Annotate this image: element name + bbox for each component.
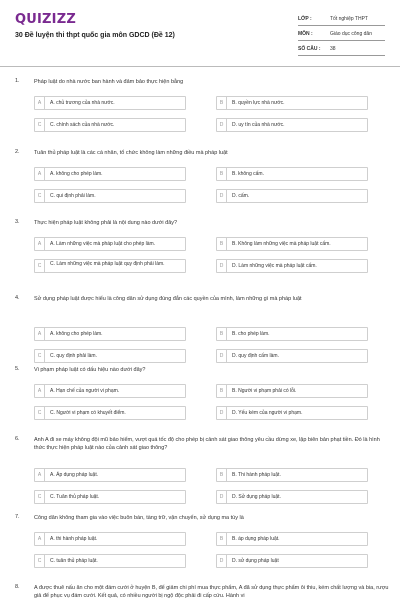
answer-option-a[interactable] xyxy=(34,96,186,110)
answer-option-b[interactable] xyxy=(216,532,368,546)
option-text: C. quy định phải làm. xyxy=(50,353,97,359)
answer-option-c[interactable] xyxy=(34,554,186,568)
option-letter: C xyxy=(35,407,45,420)
answer-option-a[interactable] xyxy=(34,468,186,482)
answer-option-d[interactable] xyxy=(216,490,368,504)
answer-option-c[interactable] xyxy=(34,118,186,132)
answer-option-b[interactable] xyxy=(216,167,368,181)
question-number: 6. xyxy=(15,436,20,442)
option-text: B. không cấm. xyxy=(232,171,264,177)
option-letter: C xyxy=(35,491,45,504)
option-letter: B xyxy=(217,97,227,110)
option-text: B. cho phép làm. xyxy=(232,331,270,337)
quizizz-logo: QUIZIZZ xyxy=(15,12,76,27)
question-text: Tuân thủ pháp luật là các cá nhân, tổ chức không làm những điều mà pháp luật xyxy=(34,150,228,156)
answer-option-a[interactable] xyxy=(34,167,186,181)
info-divider xyxy=(298,40,385,41)
answer-option-d[interactable] xyxy=(216,118,368,132)
option-text: B. quyền lực nhà nước. xyxy=(232,100,285,106)
question-text: Vi phạm pháp luật có dấu hiệu nào dưới đây? xyxy=(34,367,146,373)
answer-option-c[interactable] xyxy=(34,189,186,203)
question-number: 7. xyxy=(15,514,20,520)
class-value: Tốt nghiệp THPT xyxy=(330,16,368,22)
subject-label: MÔN : xyxy=(298,31,313,37)
option-letter: D xyxy=(217,119,227,132)
option-letter: D xyxy=(217,260,227,273)
option-letter: A xyxy=(35,469,45,482)
option-text: C. Người vi phạm có khuyết điểm. xyxy=(50,410,126,416)
option-letter: D xyxy=(217,350,227,363)
answer-option-d[interactable] xyxy=(216,259,368,273)
answer-option-c[interactable] xyxy=(34,490,186,504)
answer-option-b[interactable] xyxy=(216,384,368,398)
header-divider xyxy=(0,66,400,67)
option-letter: D xyxy=(217,407,227,420)
option-letter: C xyxy=(35,190,45,203)
option-text: C. chính sách của nhà nước. xyxy=(50,122,115,128)
option-text: C. Tuân thủ pháp luật. xyxy=(50,494,100,500)
question-number: 3. xyxy=(15,219,20,225)
worksheet-title: 30 Đề luyện thi thpt quốc gia môn GDCD (Đề 12) xyxy=(15,32,175,39)
option-text: A. Hạn chế của người vi phạm. xyxy=(50,388,120,394)
question-text: Công dân không tham gia vào việc buôn bán, tàng trữ, vận chuyển, sử dụng ma túy là xyxy=(34,515,244,521)
option-text: C. Làm những việc mà pháp luật quy định phải làm. xyxy=(50,261,165,267)
option-text: A. thi hành pháp luật. xyxy=(50,536,98,542)
option-text: B. áp dụng pháp luật. xyxy=(232,536,280,542)
question-number: 4. xyxy=(15,295,20,301)
question-text: Sử dụng pháp luật được hiểu là công dân sử dụng đúng đắn các quyền của mình, làm những gì mà pháp luật xyxy=(34,296,302,302)
option-text: D. quy định cấm làm. xyxy=(232,353,279,359)
question-count-value: 38 xyxy=(330,46,336,52)
option-text: D. cấm. xyxy=(232,193,250,199)
option-letter: A xyxy=(35,385,45,398)
answer-option-b[interactable] xyxy=(216,468,368,482)
question-number: 8. xyxy=(15,584,20,590)
option-letter: B xyxy=(217,168,227,181)
answer-option-c[interactable] xyxy=(34,259,186,273)
option-text: C. tuân thủ pháp luật. xyxy=(50,558,98,564)
class-label: LỚP : xyxy=(298,16,312,22)
option-letter: B xyxy=(217,385,227,398)
option-letter: C xyxy=(35,119,45,132)
option-letter: A xyxy=(35,328,45,341)
answer-option-a[interactable] xyxy=(34,384,186,398)
option-letter: C xyxy=(35,350,45,363)
option-letter: D xyxy=(217,555,227,568)
answer-option-c[interactable] xyxy=(34,406,186,420)
option-text: A. chủ trương của nhà nước. xyxy=(50,100,115,106)
option-letter: D xyxy=(217,491,227,504)
option-text: A. không cho phép làm. xyxy=(50,171,103,177)
option-letter: B xyxy=(217,238,227,251)
answer-option-b[interactable] xyxy=(216,96,368,110)
option-text: D. sử dụng pháp luật xyxy=(232,558,279,564)
answer-option-c[interactable] xyxy=(34,349,186,363)
option-letter: A xyxy=(35,533,45,546)
question-count-label: SỐ CÂU : xyxy=(298,46,321,52)
question-text: Pháp luật do nhà nước ban hành và đảm bảo thực hiện bằng xyxy=(34,79,184,85)
question-text: A được thuê nấu ăn cho một đám cưới ở huyện B, để giảm chi phí mua thực phẩm, A đã sử dụng thực phẩm ôi thiu, kém chất lượng và bia, rượu giả để phục vụ đám cưới. Kết quả, có nhiều người bị ngộ độc phải đi cấp cứu. Hành vi xyxy=(34,585,389,599)
subject-value: Giáo dục công dân xyxy=(330,31,372,37)
question-text: Thực hiện pháp luật không phải là nội dung nào dưới đây? xyxy=(34,220,178,226)
info-divider xyxy=(298,55,385,56)
option-letter: A xyxy=(35,97,45,110)
answer-option-d[interactable] xyxy=(216,406,368,420)
info-divider xyxy=(298,25,385,26)
option-letter: D xyxy=(217,190,227,203)
answer-option-d[interactable] xyxy=(216,349,368,363)
answer-option-a[interactable] xyxy=(34,532,186,546)
worksheet-header xyxy=(0,0,400,66)
option-letter: A xyxy=(35,238,45,251)
option-text: A. Làm những việc mà pháp luật cho phép làm. xyxy=(50,241,156,247)
answer-option-a[interactable] xyxy=(34,327,186,341)
option-letter: B xyxy=(217,328,227,341)
option-text: D. Yếu kém của người vi phạm. xyxy=(232,410,303,416)
answer-option-b[interactable] xyxy=(216,327,368,341)
option-text: D. Sử dụng pháp luật. xyxy=(232,494,281,500)
question-number: 2. xyxy=(15,149,20,155)
option-text: B. Thi hành pháp luật. xyxy=(232,472,281,478)
option-letter: A xyxy=(35,168,45,181)
option-text: A. không cho phép làm. xyxy=(50,331,103,337)
option-text: D. Làm những việc mà pháp luật cấm. xyxy=(232,263,317,269)
answer-option-b[interactable] xyxy=(216,237,368,251)
answer-option-d[interactable] xyxy=(216,554,368,568)
option-text: A. Áp dụng pháp luật. xyxy=(50,472,99,478)
option-letter: C xyxy=(35,260,45,273)
option-letter: C xyxy=(35,555,45,568)
option-letter: B xyxy=(217,533,227,546)
answer-option-d[interactable] xyxy=(216,189,368,203)
option-text: C. qui định phải làm. xyxy=(50,193,96,199)
question-number: 5. xyxy=(15,366,20,372)
option-text: B. Người vi phạm phải có lỗi. xyxy=(232,388,297,394)
option-text: B. Không làm những việc mà pháp luật cấm. xyxy=(232,241,331,247)
question-number: 1. xyxy=(15,78,20,84)
question-text: Anh A đi xe máy không đội mũ bảo hiểm, vượt quá tốc độ cho phép bị cảnh sát giao thông yêu cầu dừng xe, lập biên bản phạt tiền. Đó là hình thức thực hiện pháp luật nào của cảnh sát giao thông? xyxy=(34,437,380,451)
answer-option-a[interactable] xyxy=(34,237,186,251)
option-letter: B xyxy=(217,469,227,482)
option-text: D. uy tín của nhà nước. xyxy=(232,122,285,128)
